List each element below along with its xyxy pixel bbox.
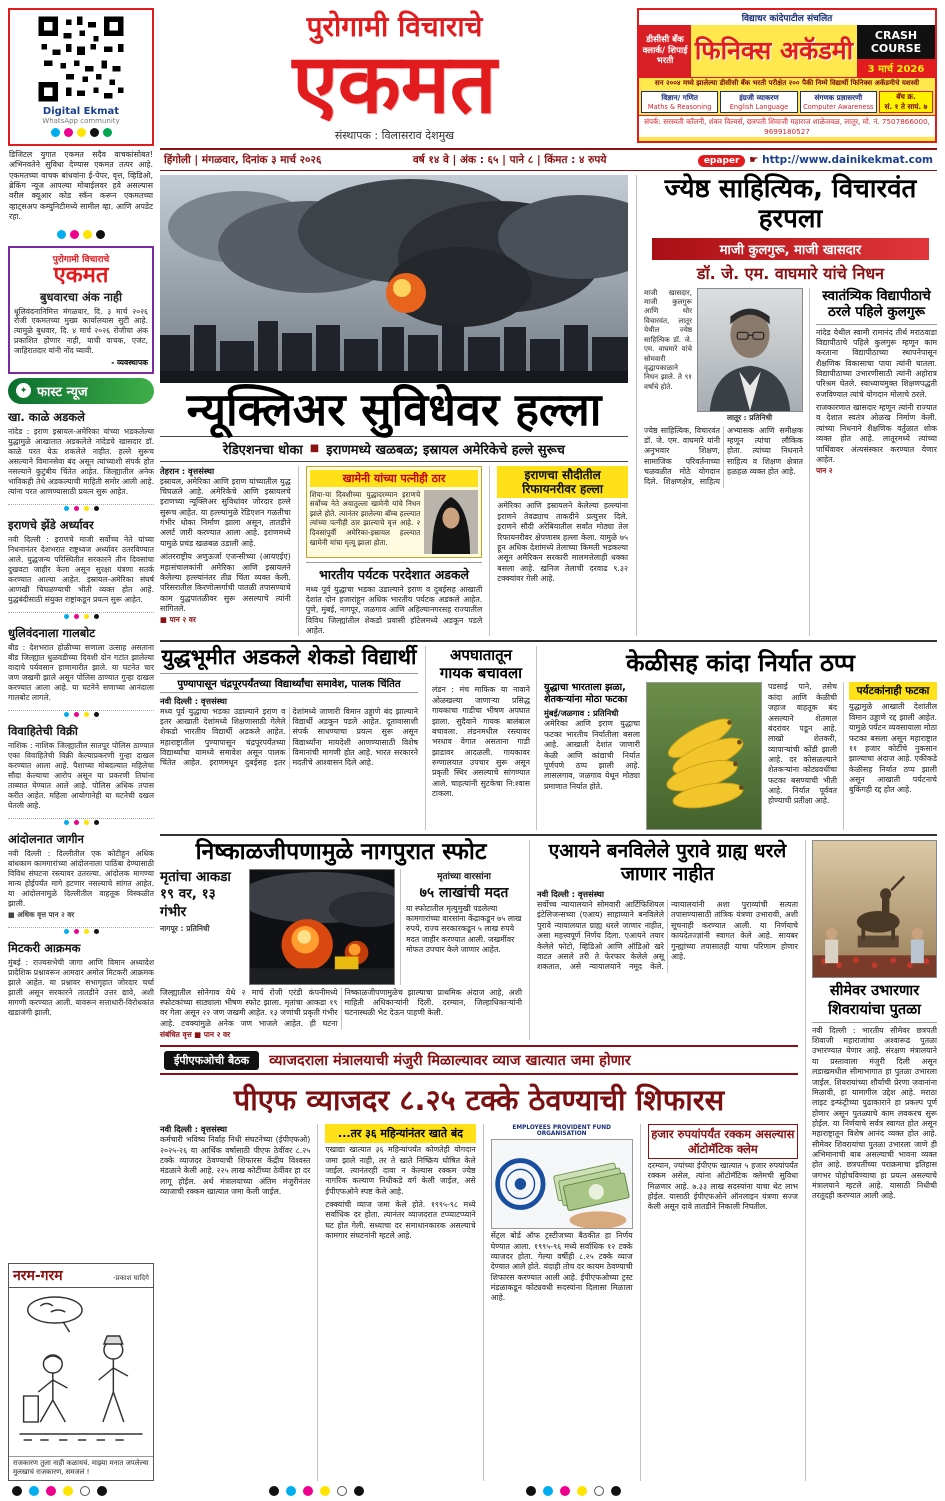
bananas-photo	[646, 682, 762, 830]
cartoon-title: नरम-गरम	[13, 1267, 63, 1284]
brief-body: मुंबई : राज्यसभेची जागा आणि विमान अध्यादेश प्रादेशिक प्रश्नावरून आमदार अमोल मिटकरी आक्रमक झाले आहेत. या प्रश्नावर सभागृहात जोरदार चर्चा झाली असून सरकारने तातडीने उत्तर द्यावे, अशी मागणी करण्यात आली. यावरून सत्ताधारी-विरोधकांत खडाजंगी झाली.	[8, 958, 154, 1018]
shivaji-statue-photo	[812, 840, 937, 978]
tourism-box	[843, 682, 937, 830]
brief-separator	[8, 710, 154, 718]
brief-separator	[8, 927, 154, 935]
vc-body: नांदेड येथील स्वामी रामानंद तीर्थ मराठवाडा विद्यापीठाचे पहिले कुलगुरू म्हणून काम करताना विद्यापीठाच्या स्थापनेपासून शैक्षणिक विकासाचा पाया त्यांनी घातला. विद्यापीठाच्या उभारणीसाठी त्यांनी अहोरात्र परिश्रम घेतले. स्वाध्यायमुक्त शिक्षणपद्धती रुजविण्यात त्यांचे योगदान मोलाचे ठरले.	[816, 327, 937, 399]
waghmare-portrait-photo	[697, 288, 803, 412]
brief-title: खा. काळे अडकले	[8, 409, 85, 424]
portrait-caption: लातूर : प्रतिनिधी	[726, 412, 773, 422]
ad-crash-block	[857, 25, 935, 77]
brief-body: नवी दिल्ली : दिल्लीतील एक कोटीहून अधिक बांधकाम कामगारांच्या आंदोलनाला पाठिंबा देण्यासाठी विविध संघटना रस्त्यावर उतरल्या. आंदोलक मागण्या मान्य होईपर्यंत मागे हटणार नसल्याचे सांगत आहेत. या आंदोलनामुळे दिल्लीतील वाहतूक विस्कळीत झाली.	[8, 849, 154, 909]
ad-crash-course: CRASH COURSE	[857, 25, 935, 59]
account-closure-headline: ...तर ३६ महिन्यांनंतर खाते बंद	[325, 1124, 475, 1143]
epfo-meeting-text: व्याजदराला मंत्रालयाची मंजुरी मिळाल्यावर व्याज खात्यात जमा होणार	[269, 1053, 631, 1070]
blast-casualty-stat: मृतांचा आकडा १९ वर, १३ गंभीर	[160, 868, 231, 920]
registration-dots-center	[269, 1486, 364, 1496]
pf-article	[160, 1079, 798, 1481]
tourism-body: युद्धामुळे आखाती देशांतील विमान उड्डाणे रद्द झाली आहेत. यामुळे पर्यटन व्यवसायाला मोठा फटका बसला असून महाराष्ट्रात ११ हजार कोटींचे नुकसान झाल्याचा अंदाज आहे. एकीकडे केळीसह निर्यात ठप्प झाली असून आखाती पर्यटनाचे बुकिंगही रद्द होत आहे.	[849, 702, 937, 795]
ai-headline: एआयने बनविलेले पुरावे ग्राह्य धरले जाणार नाहीत	[548, 840, 787, 886]
news-brief	[8, 516, 154, 608]
yellow-dot	[83, 230, 92, 239]
batch-label: बॅच क्र.	[896, 92, 916, 101]
epaper-badge: epaper	[698, 155, 746, 167]
subject-marathi: इंग्रजी व्याकरण	[739, 93, 779, 102]
students-article	[160, 646, 418, 830]
leaf-icon: ✦	[16, 383, 31, 398]
brief-separator	[8, 612, 154, 620]
ad-brand-block	[691, 25, 857, 77]
subject-english: Maths & Reasoning	[647, 103, 712, 111]
statue-headline: सीमेवर उभारणार शिवरायांचा पुतळा	[812, 982, 937, 1022]
obituary-headline: ज्येष्ठ साहित्यिक, विचारवंत हरपला	[664, 174, 917, 234]
vc-body: राजकारणात खासदार म्हणून त्यांनी राज्यात व देशात स्वतंत्र ओळख निर्माण केली. त्यांच्या निधनाने शैक्षणिक वर्तुळात शोक व्यक्त होत आहे. लातूरमध्ये त्यांच्या पार्थिवावर अंत्यसंस्कार करण्यात येणार आहेत.	[816, 403, 937, 464]
export-headline: केळीसह कांदा निर्यात ठप्प	[626, 649, 855, 678]
brief-body: नाशिक : नाशिक जिल्ह्यातील सातपूर पोलिस ठाण्यात एका विवाहितेची विक्री केल्याप्रकरणी गुन्हा दाखल करण्यात आला आहे. पैशाच्या मोबदल्यात महिलेचा सौदा केल्याचा आरोप असून या प्रकरणी तिघांना ताब्यात घेण्यात आले आहे. पोलिस अधिक तपास करीत आहेत. महिला आयोगानेही या घटनेची दखल घेतली आहे.	[8, 741, 154, 811]
cartoon-caption: राजकारण तुला नाही कळायचं. माझ्या मनात जपलेल्या मुलखाचं राजकारण, समजलं !	[9, 1456, 153, 1480]
aid-amount: ७५ लाखांची मदत	[419, 884, 509, 901]
pf-box1-column	[317, 1124, 475, 1481]
epfo-meeting-bar	[160, 1045, 798, 1075]
news-brief	[8, 830, 154, 923]
digital-ekmat-note: डिजिटल युगात एकमत सदैव वाचकांसोबत! अभिनवतेने सुविधा देण्यास एकमत तत्पर आहे. एकमतच्या वाचक बांधवांना ई-पेपर, वृत्त, व्हिडिओ, ब्रेकिंग न्यूज आपल्या मोबाईलवर हवे असल्यास वरील क्यूआर कोड स्कॅन करून एकमतच्या व्हाट्सअप कम्युनिटीमध्ये सामील व्हा. आणि अपडेट रहा.	[9, 150, 153, 222]
notice-signature: - व्यवस्थापक	[111, 357, 148, 367]
export-columns	[544, 682, 937, 830]
news-brief	[8, 624, 154, 706]
magenta-dot	[70, 230, 79, 239]
lead-body: आंतरराष्ट्रीय अणुऊर्जा एजन्सीच्या (आयएईए) महासंचालकांनी अमेरिका आणि इस्रायलने केलेल्या हल्ल्यांनंतर तीव्र चिंता व्यक्त केली. परिसरातील किरणोत्सर्गाची पातळी तपासण्याचे काम युद्धपातळीवर सुरू असल्याचे त्यांनी सांगितले.	[160, 552, 291, 613]
blast-photo-caption: नागपूर : प्रतिनिधी	[160, 924, 210, 934]
aid-label: मृतांच्या वारसांना	[437, 871, 491, 882]
brief-separator	[8, 818, 154, 826]
ad-middle	[639, 25, 935, 77]
fast-news-label: फास्ट न्यूज	[37, 384, 88, 400]
aid-box	[400, 869, 522, 985]
phoenix-academy-ad	[637, 8, 937, 143]
news-brief	[8, 939, 154, 1021]
obituary-lower	[644, 288, 937, 637]
singer-headline: अपघातातून गायक बचावला	[439, 646, 523, 683]
digital-ekmat-title: Digital Ekmat	[42, 106, 120, 117]
batch-time: सं. १ ते सायं. ७	[884, 102, 928, 111]
pf-text-column	[160, 1124, 310, 1481]
ad-subject-cells	[639, 89, 935, 115]
continued-marker: ■ पान २ वर	[160, 615, 196, 625]
masthead-founder: संस्थापक : विलासराव देशमुख	[334, 129, 455, 143]
brief-title: मिटकरी आक्रमक	[8, 941, 81, 956]
notice-title: बुधवारचा अंक नाही	[39, 289, 123, 304]
blast-article	[160, 840, 522, 1040]
export-subhead: युद्धाचा भारताला झळा, शेतकऱ्यांना मोठा फटका	[544, 682, 628, 706]
obituary-body: ज्येष्ठ साहित्यिक, विचारवंत डॉ. जे. एम. वाघमारे यांनी अनुभवार शिक्षण, सामाजिक परिवर्तनाच्या चळवळीत मोठे योगदान दिले. शिक्षणक्षेत्र, साहित्य अभ्यासक आणि समीक्षक म्हणून त्यांचा लौकिक होता. त्यांच्या निधनाने साहित्य व शिक्षण क्षेत्रात हळहळ व्यक्त होत आहे.	[644, 425, 803, 487]
auto-claim-headline: हजार रुपयांपर्यंत रक्कम असल्यास ऑटोमॅटिक क्लेम	[648, 1124, 798, 1159]
blast-media-row	[160, 869, 522, 985]
continued-marker: संबंधित वृत्त ■ पान २ वर	[160, 1030, 231, 1040]
brief-body: नवी दिल्ली : इराणचे माजी सर्वोच्च नेते यांच्या निधनानंतर देशभरात राष्ट्रध्वज अर्ध्यावर उतरविण्यात आले. युद्धजन्य परिस्थितीत सरकारने तीन दिवसांचा दुखवटा जाहीर केला असून सुरक्षा यंत्रणा सतर्क करण्यात आल्या आहेत. इस्रायल-अमेरिका संघर्ष आणखी चिघळण्याची भीती व्यक्त होत आहे. युद्धबंदीसाठी संयुक्त राष्ट्रांकडून प्रयत्न सुरू आहेत.	[8, 534, 154, 605]
edition-dateline: हिंगोली | मंगळवार, दिनांक ३ मार्च २०२६	[164, 154, 322, 167]
statue-article	[805, 840, 937, 1481]
khameni-body: शिया-या दिवशीच्या युद्धादरम्यान इराणचे सर्वोच्च नेते अयातुल्ला खामेनी यांचे निधन झाले होते. त्यानंतर झालेल्या बॉम्ब हल्ल्यात त्यांच्या पत्नीही ठार झाल्याचे वृत्त आहे. २ दिवसांपूर्वी अमेरिका-इस्रायल हल्ल्यात खामेनी यांचा मृत्यू झाला होता.	[309, 489, 421, 547]
blast-body: जिल्ह्यातील सोनेगाव येथे २ मार्च रोजी एरंडी कंपनीमध्ये स्फोटकांच्या साठ्याला भीषण स्फोट झाला. मृतांचा आकडा १९ वर गेला असून २२ जण जखमी आहेत. १३ जणांची प्रकृती गंभीर आहे. टवक्यांमुळे अनेक जण भाजले आहेत. ही घटना निष्काळजीपणामुळेच झाल्याचा प्राथमिक अंदाज आहे, अशी माहिती अधिकाऱ्यांनी दिली. दरम्यान, जिल्हाधिकाऱ्यांनी घटनास्थळी भेट देऊन पाहणी केली.	[160, 987, 522, 1028]
subject-marathi: संगणक प्रज्ञासरणी	[814, 93, 863, 102]
brief-body: नांदेड : इराण इस्रायल-अमेरिका यांच्या भडकलेल्या युद्धामुळे आखातात अडकलेले नांदेडचे खासदार डॉ. काळे परत येऊ शकलेले नाहीत. हल्ले सुरूच असल्याने विमानसेवा बंद असून त्यांच्याशी संपर्क होत नसल्याने कुटुंबीय चिंतेत आहेत. जिल्ह्यातील अनेक भाविकही तेथे अडकल्याची माहिती समोर आली आहे. त्यांना परत आणण्यासाठी प्रयत्न सुरू आहेत.	[8, 426, 154, 496]
masthead-title: एकमत	[292, 36, 497, 132]
lower-left-stack	[160, 840, 798, 1481]
export-article	[544, 646, 937, 830]
cartoon-header	[9, 1264, 153, 1288]
singer-article	[425, 646, 537, 830]
obituary-kicker: माजी कुलगुरू, माजी खासदार	[652, 238, 929, 260]
no-edition-notice	[8, 246, 154, 374]
notice-brand: एकमत	[53, 262, 109, 288]
students-headline: युद्धभूमीत अडकले शेकडो विद्यार्थी	[161, 645, 417, 670]
pointing-hand-icon: ☛	[749, 154, 759, 167]
square-bullet-icon: ■	[309, 443, 320, 455]
ai-dateline: नवी दिल्ली : वृत्तसंस्था	[537, 889, 604, 900]
obituary-article	[636, 175, 937, 636]
pf-dateline: नवी दिल्ली : वृत्तसंस्था	[160, 1124, 227, 1135]
masthead-row	[160, 8, 937, 143]
color-dots-row	[13, 128, 149, 137]
khameni-wife-photo	[424, 490, 478, 554]
explosion-smoke-photo	[160, 175, 628, 383]
khameni-row	[310, 490, 479, 554]
notice-body: धूलिवंदनानिमित्त मंगळवार, दि. ३ मार्च २०२६ रोजी एकमतच्या मुख्य कार्यालयास सुटी आहे. त्यामुळे बुधवार, दि. ४ मार्च २०२६ रोजीचा अंक प्रकाशित होणार नाही, याची वाचक, एजंट, जाहिरातदार यांनी नोंद घ्यावी.	[14, 306, 148, 355]
green-dot	[103, 128, 112, 137]
brief-title: विवाहितेची विक्री	[8, 724, 78, 739]
aid-body: या स्फोटातील मृत्युमुखी पडलेल्या कामगारांच्या वारसांना केंद्राकडून ७५ लाख रुपये, राज्य सरकारकडून ५ लाख रुपये मदत जाहीर करण्यात आली. जखमींवर मोफत उपचार केले जाणार आहेत.	[406, 903, 522, 955]
epfo-meeting-badge: ईपीएफओची बैठक	[164, 1051, 259, 1070]
ad-subject-cell	[800, 91, 877, 113]
pf-body: कर्मचारी भविष्य निर्वाह निधी संघटनेच्या (ईपीएफओ) २०२५-२६ या आर्थिक वर्षासाठी पीएफ ठेवींवर ८.२५ टक्के व्याजदर ठेवण्याची शिफारस केंद्रीय विश्वस्त मंडळाने केली आहे. २२५ लाख कोटींच्या ठेवींवर हा दर लागू होईल. अर्थ मंत्रालयाच्या अंतिम मंजुरीनंतर व्याजाची रक्कम खात्यात जमा केली जाईल.	[160, 1135, 311, 1196]
ai-body: सर्वोच्च न्यायालयाने सोमवारी आर्टिफिशियल इंटेलिजन्सच्या (एआय) साहाय्याने बनविलेले पुरावे न्यायालयात ग्राह्य धरले जाणार नाहीत, असा महत्त्वपूर्ण निर्णय दिला. एआयने तयार केलेले फोटो, व्हिडिओ आणि ऑडिओ खरे वाटत असले तरी ते फेरफार केलेले असू शकतात, असे न्यायालयाने नमूद केले. न्यायालयांनी अशा पुराव्यांची सत्यता तपासण्यासाठी तांत्रिक यंत्रणा उभारावी, अशी सूचनाही करण्यात आली. या निर्णयाचे कायदेतज्ज्ञांनी स्वागत केले आहे. सायबर गुन्ह्यांच्या तपासातही याचा परिणाम होणार आहे.	[537, 900, 798, 972]
lead-columns	[160, 462, 628, 637]
obituary-main	[644, 288, 803, 637]
magenta-dot	[64, 128, 73, 137]
page-content	[160, 171, 937, 1481]
ad-subject-cell	[641, 91, 718, 113]
cartoon-byline: -प्रकाश घादिगे	[112, 1273, 149, 1282]
epfo-image-caption: EMPLOYEES PROVIDENT FUND ORGANISATION	[512, 1125, 611, 1138]
ad-top-line: विद्याधर कांदेपाटील संचलित	[639, 10, 935, 25]
account-closure-body: एखाद्या खात्यात ३६ महिन्यांपर्यंत कोणतेही योगदान जमा झाले नाही, तर ते खाते निष्क्रिय घोषित केले जाईल. त्यानंतरही दावा न केल्यास रक्कम ज्येष्ठ नागरिक कल्याण निधीकडे वर्ग केली जाईल, असे ईपीएफओने स्पष्ट केले आहे.	[325, 1145, 476, 1196]
export-body: पडसाई पाने, तसेच कांदा आणि केळीची जहाज वाहतूक बंद असल्याने शेतमाल बंदरांवर पडून आहे. लाखो शेतकरी, व्यापाऱ्यांची कोंडी झाली आहे. दर कोसळल्याने शेतकऱ्यांना कोट्यवधींचा फटका बसण्याची भीती आहे. निर्यात पूर्ववत होण्याची प्रतीक्षा आहे.	[768, 682, 837, 806]
brief-title: धुलिवंदनाला गालबोट	[8, 626, 96, 641]
registration-dots-left	[12, 1486, 107, 1496]
pf-image-column	[483, 1124, 633, 1481]
brief-separator	[8, 504, 154, 512]
students-body: मध्य पूर्व युद्धाचा भडका उडाल्याने इराण व इतर आखाती देशांमध्ये शिक्षणासाठी गेलेले शेकडो भारतीय विद्यार्थी अडकले आहेत. महाराष्ट्रातील पुण्यापासून चंद्रपूरपर्यंतच्या विद्यार्थ्यांचा यामध्ये समावेश असून पालक चिंतेत आहेत. इराणमधून दुबईसह इतर देशांमध्ये जाणारी विमान उड्डाणे बंद झाल्याने विद्यार्थी अडकून पडले आहेत. दूतावासाशी संपर्क साधण्याचा प्रयत्न सुरू असून विद्यार्थ्यांना मायदेशी आणण्यासाठी विशेष विमानांची मागणी होत आहे. भारत सरकारने मदतीचे आश्वासन दिले आहे.	[160, 706, 418, 768]
first-vice-chancellor-article	[809, 288, 937, 637]
ad-date: 3 मार्च 2026	[857, 59, 935, 77]
vc-headline: स्वातंत्र्यिक विद्यापीठाचे ठरले पहिले कुलगुरू	[816, 288, 937, 325]
brief-title: इराणचे झेंडे अर्ध्यावर	[8, 517, 94, 532]
registration-spacer	[783, 1486, 933, 1496]
ad-batch-cell	[879, 91, 933, 113]
middle-story-row	[160, 640, 937, 830]
epfo-money-photo	[491, 1139, 633, 1229]
more-on-page-marker: ■ अधिक वृत्त पान २ वर	[8, 910, 75, 920]
lead-headline: न्यूक्लिअर सुविधेवर हल्ला	[186, 383, 602, 437]
students-subhead: पुण्यापासून चंद्रपूरपर्यंतच्या विद्यार्थ्यांचा समावेश, पालक चिंतित	[160, 673, 418, 693]
digital-ekmat-box	[8, 8, 154, 146]
singer-body: लंडन : मंच माफिक या नावाने ओळखल्या जाणाऱ्या प्रसिद्ध गायकाचा गाडीचा भीषण अपघात झाला. सुदैवाने गायक बालंबाल बचावला. लंडनमधील रस्त्यावर भरधाव वेगात असताना गाडी झाडावर आदळली. गायकावर रुग्णालयात उपचार सुरू असून प्रकृती स्थिर असल्याचे सांगण्यात आले. चाहत्यांनी सुटकेचा नि:श्वास टाकला.	[432, 685, 530, 799]
students-dateline: नवी दिल्ली : वृत्तसंस्था	[160, 695, 227, 706]
cyan-dot	[51, 128, 60, 137]
notice-tagline: पुरोगामी विचाराचे	[52, 254, 110, 265]
export-body: अमेरिका आणि इराण युद्धाचा फटका भारतीय निर्यातीला बसला आहे. आखाती देशांत जाणारी केळी आणि कांद्याची निर्यात पूर्णपणे ठप्प झाली आहे. लासलगाव, जळगाव येथून मोठ्या प्रमाणात निर्यात होते.	[544, 719, 640, 791]
pf-body: सेंट्रल बोर्ड ऑफ ट्रस्टीजच्या बैठकीत हा निर्णय घेण्यात आला. १९९५-९६ मध्ये सर्वाधिक १२ टक्के व्याजदर होता. गेल्या वर्षीही ८.२५ टक्के व्याज देण्यात आले होते. यंदाही तोच दर कायम ठेवण्याची शिफारस करण्यात आली आहे. ईपीएफओच्या ट्रस्ट मंडळाकडून कोट्यवधी सदस्यांना दिलासा मिळाला आहे.	[490, 1231, 633, 1303]
issue-info: वर्ष १४ वे | अंक : ६५ | पाने ८ | किंमत : ४ रुपये	[412, 154, 607, 167]
blast-headline: निष्काळजीपणामुळे नागपुरात स्फोट	[195, 839, 487, 866]
yellow-dot	[77, 128, 86, 137]
cartoon-illustration	[9, 1288, 153, 1456]
print-registration-marks	[0, 1486, 945, 1496]
portrait-wrap	[696, 288, 803, 423]
pf-headline: पीएफ व्याजदर ८.२५ टक्के ठेवण्याची शिफारस	[233, 1083, 725, 1118]
subject-english: Computer Awareness	[803, 103, 874, 111]
lead-body: इस्रायल, अमेरिका आणि इराण यांच्यातील युद्ध चिघळले आहे. अमेरिकेचे आणि इस्रायलचे इराणच्या न्यूक्लिअर सुविधांवर जोरदार हल्ले सुरूच आहेत. या हल्ल्यांमुळे रेडिएशन गळतीचा गंभीर धोका निर्माण झाला असून, तातडीने अलर्ट जारी करण्यात आला आहे. इराणमध्ये यामुळे प्रचंड खळबळ उडाली आहे.	[160, 476, 291, 548]
black-dot	[90, 128, 99, 137]
khameni-column	[298, 466, 483, 637]
ad-course-strip: डीसीसी बँक क्लार्क/ शिपाई भरती	[639, 25, 691, 77]
saudi-body: अमेरिका आणि इस्रायलने केलेल्या हल्ल्यांना इराणने तेवढ्याच ताकदीने प्रत्युत्तर दिले. इराणने सौदी अरेबियातील सर्वांत मोठ्या तेल रिफायनरीवर क्षेपणास्त्र हल्ला केला. यामुळे ७५ हून अधिक देशांमध्ये तेलाच्या किमती भडकल्या असून अमेरिकन सरकारी मालमत्तेलाही धक्का बसला आहे. खनिज तेलाची दरवाढ ९.३२ टक्क्यांवर गेली आहे.	[497, 501, 628, 583]
epaper-url[interactable]: http://www.dainikekmat.com	[762, 154, 933, 167]
fire-blast-photo	[249, 869, 395, 985]
saudi-column	[489, 466, 628, 637]
dateline-bar	[160, 148, 937, 171]
fast-news-header	[8, 378, 154, 404]
blast-stat-block	[160, 869, 244, 985]
brief-title: आंदोलनात जागीन	[8, 832, 84, 847]
registration-dots-right	[526, 1486, 621, 1496]
tourism-headline: पर्यटकांनाही फटका	[849, 682, 937, 700]
news-brief	[8, 722, 154, 814]
digital-ekmat-subtitle: WhatsApp community	[42, 117, 120, 125]
auto-claim-body: दरम्यान, ज्यांच्या ईपीएफ खात्यात ५ हजार रुपयांपर्यंत रक्कम असेल, त्यांना ऑटोमॅटिक क्लेमची सुविधा मिळणार आहे. ७.३३ लाख सदस्यांना याचा थेट लाभ होईल. यासाठी ईपीएफओने ऑनलाइन यंत्रणा सज्ज केली असून दावे तातडीने निकाली निघतील.	[647, 1160, 798, 1212]
ad-brand-name: फिनिक्स अकॅडमी	[694, 35, 854, 65]
saudi-headline: इराणचा सौदीतील रिफायनरीवर हल्ला	[497, 466, 628, 499]
ad-contact: संपर्क: सरस्वती कॉलनी, शंकर विल्वर्स, छत्रपती शिवाजी महाराज शाळेजवळ, लातूर, मो. नं. 7507866000, 9699180527	[639, 115, 935, 137]
pf-box2-column	[640, 1124, 798, 1481]
lead-story	[160, 175, 628, 636]
continued-marker: पान २	[816, 466, 833, 476]
masthead-tagline: पुरोगामी विचाराचे	[306, 10, 483, 43]
pf-body: टक्क्यांची व्याज जमा केले होते. १९९५-९८ मध्ये सर्वाधिक दर होता. त्यानंतर व्याजदरात टप्प्याटप्प्याने घट होत गेली. सध्याचा दर समाधानकारक असल्याचे कामगार संघटनांनी म्हटले आहे.	[325, 1200, 476, 1241]
ad-subject-cell	[720, 91, 797, 113]
khameni-box	[306, 466, 483, 558]
obituary-subheadline: डॉ. जे. एम. वाघमारे यांचे निधन	[696, 263, 885, 283]
lead-dateline: तेहरान : वृत्तसंस्था	[160, 465, 215, 476]
epaper-link-group	[698, 154, 933, 166]
subhead-right: इराणमध्ये खळबळ; इस्रायल अमेरिकेचे हल्ले सुरूच	[326, 442, 565, 458]
tourists-headline: भारतीय पर्यटक परदेशात अडकले	[306, 562, 483, 583]
tourists-body: मध्य पूर्व युद्धाचा भडका उडाल्याने इराण व दुबईसह आखाती देशांत दोन हजारांहून अधिक भारतीय पर्यटक अडकले आहेत. पुणे, मुंबई, नागपूर, जळगाव आणि अहिल्यानगरसह राज्यातील विविध जिल्ह्यांतील शेकडो प्रवासी हॉटेलमध्ये अडकून पडले आहेत.	[305, 584, 483, 636]
export-dateline: मुंबई/जळगाव : प्रतिनिधी	[544, 708, 619, 719]
export-left-column	[544, 682, 640, 830]
black-dot	[96, 230, 105, 239]
ai-evidence-article	[529, 840, 798, 1040]
lower-section	[160, 834, 937, 1481]
ad-note: सन २००४ मध्ये झालेल्या डीसीसी बँक भरती परीक्षेत २०० पैकी निम्मे विद्यार्थी फिनिक्स अकॅडमीचे यशस्वी	[639, 77, 935, 89]
news-brief	[8, 408, 154, 500]
qr-code	[36, 14, 126, 104]
main-column	[160, 8, 937, 1481]
lead-subhead	[160, 436, 628, 462]
subject-english: English Language	[729, 103, 789, 111]
blast-ai-row	[160, 840, 798, 1040]
cyan-dot	[57, 230, 66, 239]
subhead-left: रेडिएशनचा धोका	[223, 442, 303, 458]
lead-text-column	[160, 466, 291, 637]
subject-marathi: विज्ञान/ गणित	[661, 93, 698, 102]
brief-body: बीड : देशभरात होळीच्या सणाला उत्साह असताना बीड जिल्ह्यात धुळवडीच्या दिवशी दोन गटांत झालेल्या वादाचे पर्यवसान हाणामारीत झाले. या घटनेत चार जण जखमी झाले असून पोलिस ठाण्यात गुन्हा दाखल करण्यात आला आहे. या घटनेने सणाच्या आनंदाला गालबोट लागले.	[8, 643, 154, 703]
left-rail	[8, 8, 154, 1481]
pf-columns	[160, 1124, 798, 1481]
statue-body: नवी दिल्ली : भारतीय सीमेवर छत्रपती शिवाजी महाराजांचा अश्वारूढ पुतळा उभारण्यात येणार आहे. संरक्षण मंत्रालयाने या प्रस्तावाला मंजुरी दिली असून लडाखमधील सीमाभागात हा पुतळा उभारला जाईल. शिवरायांच्या शौर्याची प्रेरणा जवानांना मिळावी, हा यामागील उद्देश आहे. मराठा लाइट इन्फंट्रीच्या पुढाकाराने हा प्रकल्प पूर्ण होणार असून पुतळ्याचे काम लवकरच सुरू होईल. या निर्णयाचे सर्वत्र स्वागत होत असून महाराष्ट्रातून विशेष आनंद व्यक्त होत आहे. सीमेवर शिवरायांचा पुतळा उभारला जाणे ही अभिमानाची बाब असल्याची भावना व्यक्त होत आहे. छत्रपतींच्या पराक्रमाचा इतिहास जगभर पोहोचविण्याचा हा प्रयत्न असल्याचे मंत्रालयाने म्हटले आहे. यासाठी निधीची तरतूदही करण्यात आली आहे.	[812, 1025, 937, 1201]
obituary-intro: माजी खासदार, माजी कुलगुरू आणि थोर विचारवंत, लातूर येथील ज्येष्ठ साहित्यिक डॉ. जे. एम. वाघमारे यांचे सोमवारी वृद्धापकाळाने निधन झाले. ते ९१ वर्षांचे होते.	[644, 287, 692, 391]
top-story-row	[160, 175, 937, 636]
color-dots-row	[8, 230, 154, 239]
masthead	[160, 8, 629, 143]
export-right-column	[768, 682, 837, 830]
khameni-title: खामेनी यांच्या पत्नीही ठार	[310, 470, 479, 487]
portrait-row	[644, 288, 803, 423]
cartoon-box	[8, 1263, 154, 1481]
